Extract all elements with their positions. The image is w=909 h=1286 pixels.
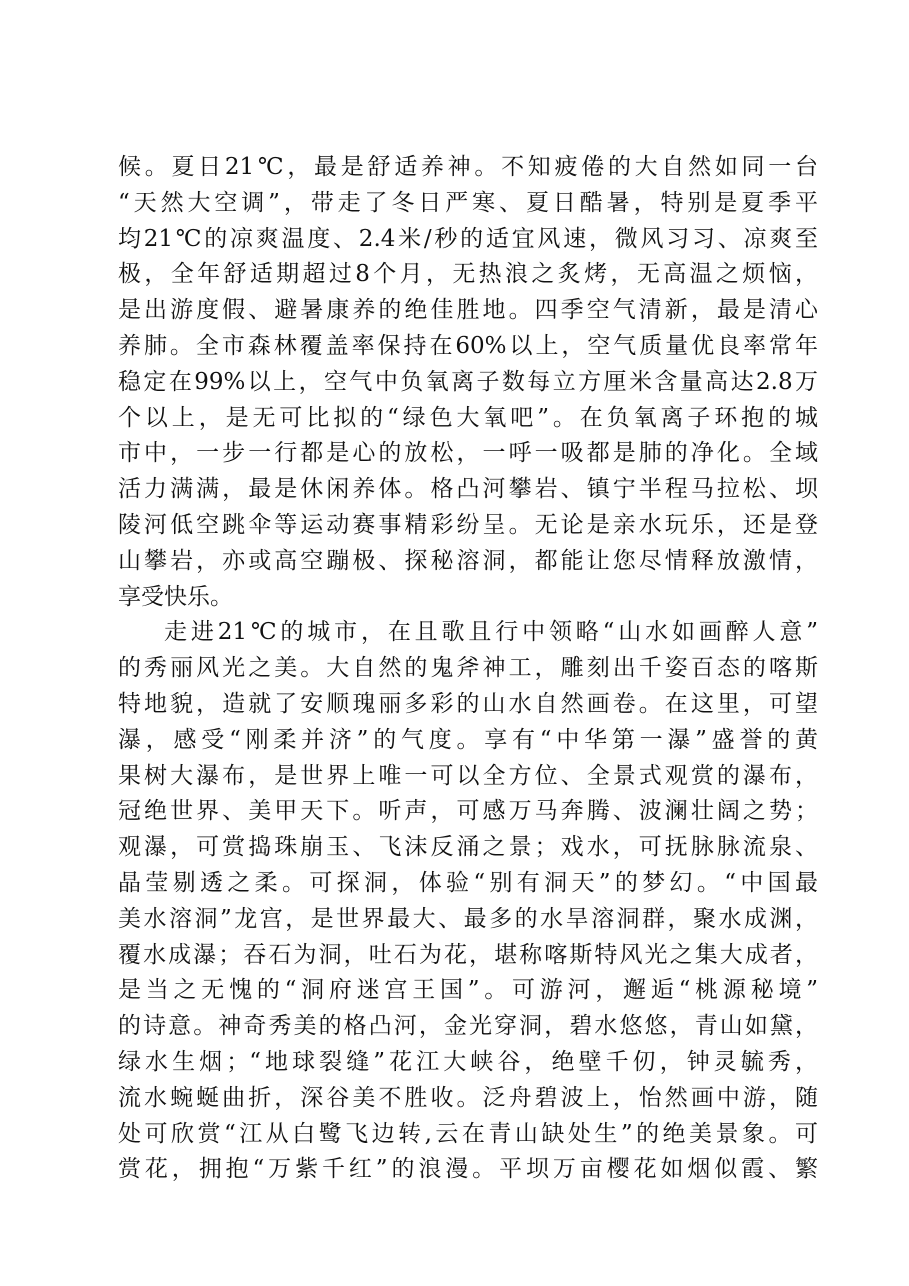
text-line: 个以上，是无可比拟的“绿色大氧吧”。在负氧离子环抱的城 [118,404,818,431]
text-line: 市中，一步一行都是心的放松，一呼一吸都是肺的净化。全域 [118,440,818,467]
text-line: 稳定在99%以上，空气中负氧离子数每立方厘米含量高达2.8万 [118,368,818,395]
text-line: 冠绝世界、美甲天下。听声，可感万马奔腾、波澜壮阔之势； [118,798,818,825]
text-line: 是出游度假、避暑康养的绝佳胜地。四季空气清新，最是清心 [118,297,818,324]
text-line: 的诗意。神奇秀美的格凸河，金光穿洞，碧水悠悠，青山如黛， [118,1013,818,1040]
text-line: 享受快乐。 [118,583,233,610]
text-line: 美水溶洞”龙宫，是世界最大、最多的水旱溶洞群，聚水成渊， [118,905,818,932]
text-line: 特地貌，造就了安顺瑰丽多彩的山水自然画卷。在这里，可望 [118,690,818,717]
text-line: 活力满满，最是休闲养体。格凸河攀岩、镇宁半程马拉松、坝 [118,476,818,503]
body-text [118,150,818,1188]
text-line: 瀑，感受“刚柔并济”的气度。享有“中华第一瀑”盛誉的黄 [118,726,818,753]
text-line: 流水蜿蜒曲折，深谷美不胜收。泛舟碧波上，怡然画中游，随 [118,1084,818,1111]
text-line: 观瀑，可赏捣珠崩玉、飞沫反涌之景；戏水，可抚脉脉流泉、 [118,834,818,861]
text-line: 绿水生烟；“地球裂缝”花江大峡谷，绝壁千仞，钟灵毓秀， [118,1048,818,1075]
text-line: 养肺。全市森林覆盖率保持在60%以上，空气质量优良率常年 [118,332,818,359]
text-line: 处可欣赏“江从白鹭飞边转,云在青山缺处生”的绝美景象。可 [118,1120,818,1147]
text-line: 候。夏日21℃，最是舒适养神。不知疲倦的大自然如同一台 [118,154,818,180]
text-line: 山攀岩，亦或高空蹦极、探秘溶洞，都能让您尽情释放激情， [118,547,818,574]
text-line: 晶莹剔透之柔。可探洞，体验“别有洞天”的梦幻。“中国最 [118,869,818,896]
text-line: 极，全年舒适期超过8个月，无热浪之炙烤，无高温之烦恼， [118,261,818,288]
text-line: 赏花，拥抱“万紫千红”的浪漫。平坝万亩樱花如烟似霞、繁 [118,1156,818,1183]
text-line: 均21℃的凉爽温度、2.4米/秒的适宜风速，微风习习、凉爽至 [118,225,818,252]
text-line: 的秀丽风光之美。大自然的鬼斧神工，雕刻出千姿百态的喀斯 [118,655,818,682]
text-line: “天然大空调”，带走了冬日严寒、夏日酷暑，特别是夏季平 [118,189,818,216]
text-line: 果树大瀑布，是世界上唯一可以全方位、全景式观赏的瀑布， [118,762,818,789]
paragraph-first-line: 走进21℃的城市，在且歌且行中领略“山水如画醉人意” [164,619,818,646]
text-line: 是当之无愧的“洞府迷宫王国”。可游河，邂逅“桃源秘境” [118,977,818,1004]
text-line: 陵河低空跳伞等运动赛事精彩纷呈。无论是亲水玩乐，还是登 [118,511,818,538]
text-line: 覆水成瀑；吞石为洞，吐石为花，堪称喀斯特风光之集大成者， [118,941,818,968]
